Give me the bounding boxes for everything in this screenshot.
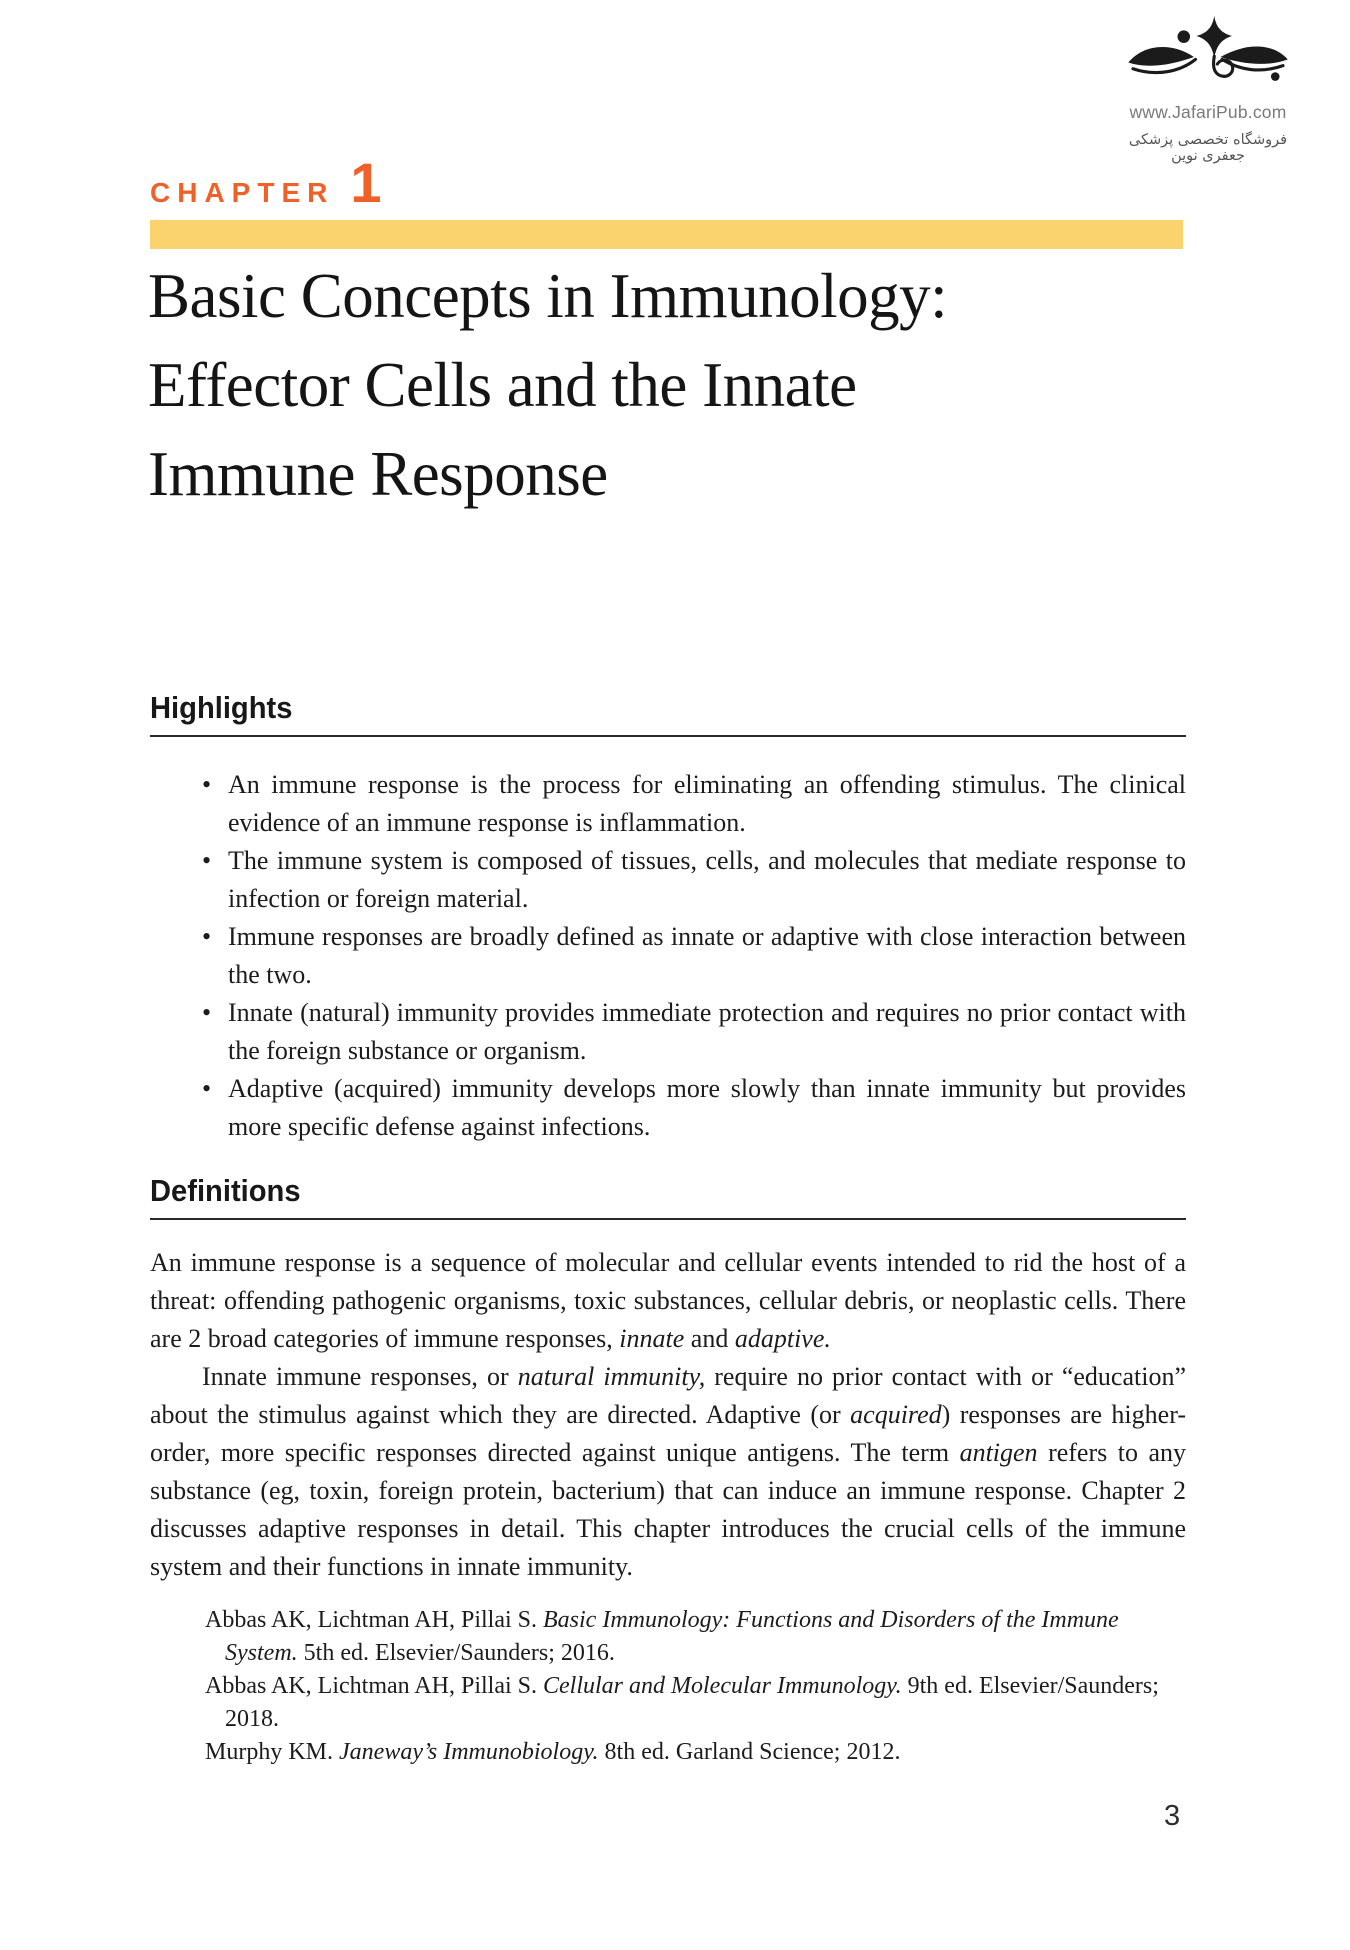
highlights-heading: Highlights [150,690,1186,737]
definitions-paragraph-1: An immune response is a sequence of molecular and cellular events intended to rid the host of a threat: offending pathogenic organisms, toxic substances, cellular debris, or neoplastic cells. There are 2 broad categories of immune responses, innate and adaptive. [150,1248,1186,1353]
definitions-heading: Definitions [150,1173,1186,1220]
highlight-bullet: • Innate (natural) immunity provides immediate protection and requires no prior contact with the foreign substance or organism. [150,994,1186,1070]
publisher-website: www.JafariPub.com [1129,102,1287,122]
highlight-bullet: • Immune responses are broadly defined as innate or adaptive with close interaction between the two. [150,918,1186,994]
highlights-list [150,766,1186,1146]
publisher-tagline: فروشگاه تخصصی پزشکی جعفری نوین [1128,132,1288,164]
reference-list [150,1604,1186,1769]
chapter-label: CHAPTER [150,177,335,208]
chapter-title-line-2: Effector Cells and the Innate [148,350,857,420]
highlight-bullet: • An immune response is the process for eliminating an offending stimulus. The clinical evidence of an immune response is inflammation. [150,766,1186,842]
reference-entry: Abbas AK, Lichtman AH, Pillai S. Cellular and Molecular Immunology. 9th ed. Elsevier/Saunders; 2018. [205,1673,1159,1732]
definitions-paragraph-2: Innate immune responses, or natural immunity, require no prior contact with or “education” about the stimulus against which they are directed. Adaptive (or acquired) responses are higher-order, more specific responses directed against unique antigens. The term antigen refers to any substance (eg, toxin, foreign protein, bacterium) that can induce an immune response. Chapter 2 discusses adaptive responses in detail. This chapter introduces the crucial cells of the immune system and their functions in innate immunity. [150,1362,1186,1581]
chapter-heading [150,150,382,215]
publisher-logo-icon [1108,14,1308,100]
chapter-number: 1 [350,151,382,214]
reference-entry: Murphy KM. Janeway’s Immunobiology. 8th ed. Garland Science; 2012. [205,1739,901,1765]
reference-entry: Abbas AK, Lichtman AH, Pillai S. Basic Immunology: Functions and Disorders of the Immune System. 5th ed. Elsevier/Saunders; 2016. [205,1607,1119,1666]
page-content [150,690,1186,1769]
highlight-bullet: • The immune system is composed of tissues, cells, and molecules that mediate response to infection or foreign material. [150,842,1186,918]
highlight-bullet: • Adaptive (acquired) immunity develops more slowly than innate immunity but provides more specific defense against infections. [150,1070,1186,1146]
chapter-accent-band [150,220,1183,249]
chapter-title [148,252,1208,519]
page-number: 3 [1164,1800,1181,1832]
chapter-title-line-1: Basic Concepts in Immunology: [148,261,948,331]
chapter-title-line-3: Immune Response [148,439,608,509]
publisher-brand [1108,14,1308,164]
